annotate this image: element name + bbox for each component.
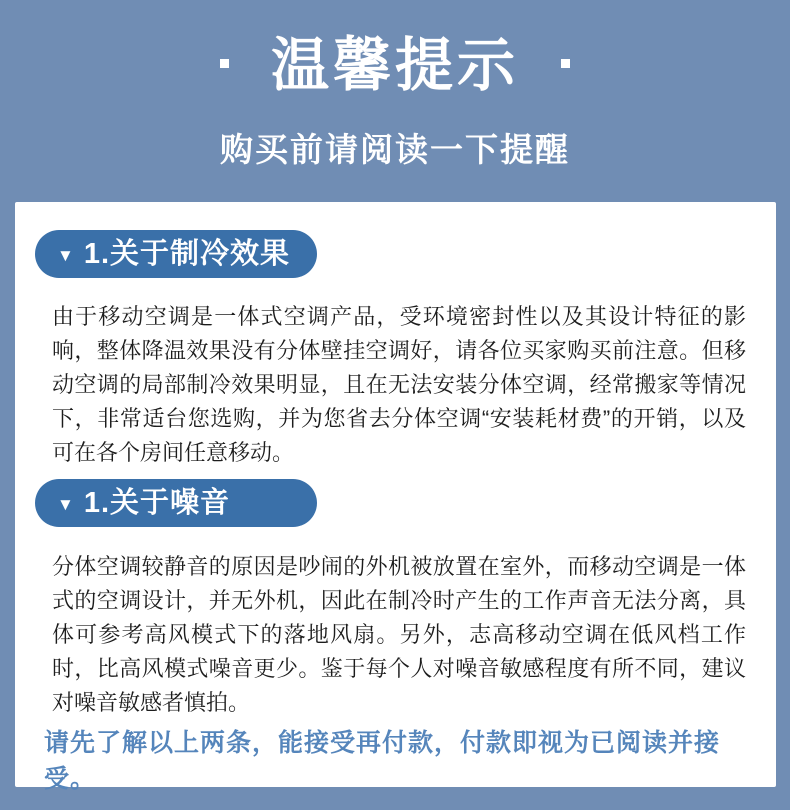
- section-body-noise: 分体空调较静音的原因是吵闹的外机被放置在室外，而移动空调是一体式的空调设计，并无外机，因此在制冷时产生的工作声音无法分离，具体可参考高风模式下的落地风扇。另外，志高移动空调在低风档工作时，比高风模式噪音更少。鉴于每个人对噪音敏感程度有所不同，建议对噪音敏感者慎拍。: [52, 554, 746, 715]
- title-right-dot-icon: [561, 59, 570, 68]
- section-heading-noise: [35, 479, 317, 527]
- page-subtitle: 购买前请阅读一下提醒: [220, 131, 570, 168]
- header: [0, 0, 790, 171]
- page-title: 温馨提示: [270, 33, 519, 98]
- section-heading-label: 1.关于噪音: [83, 486, 231, 519]
- title-left-dot-icon: [220, 59, 229, 68]
- triangle-down-icon: ▼: [57, 494, 74, 514]
- section-body-cooling: 由于移动空调是一体式空调产品，受环境密封性以及其设计特征的影响，整体降温效果没有分体壁挂空调好，请各位买家购买前注意。但移动空调的局部制冷效果明显，且在无法安装分体空调，经常搬家等情况下，非常适台您选购，并为您省去分体空调“安装耗材费”的开销，以及可在各个房间任意移动。: [52, 304, 746, 465]
- footer-note: 请先了解以上两条，能接受再付款，付款即视为已阅读并接受。: [44, 729, 721, 793]
- section-heading-label: 1.关于制冷效果: [83, 237, 291, 270]
- notice-card: [15, 202, 776, 793]
- title-row: [0, 30, 790, 102]
- section-heading-cooling: [35, 230, 317, 278]
- triangle-down-icon: ▼: [57, 245, 74, 265]
